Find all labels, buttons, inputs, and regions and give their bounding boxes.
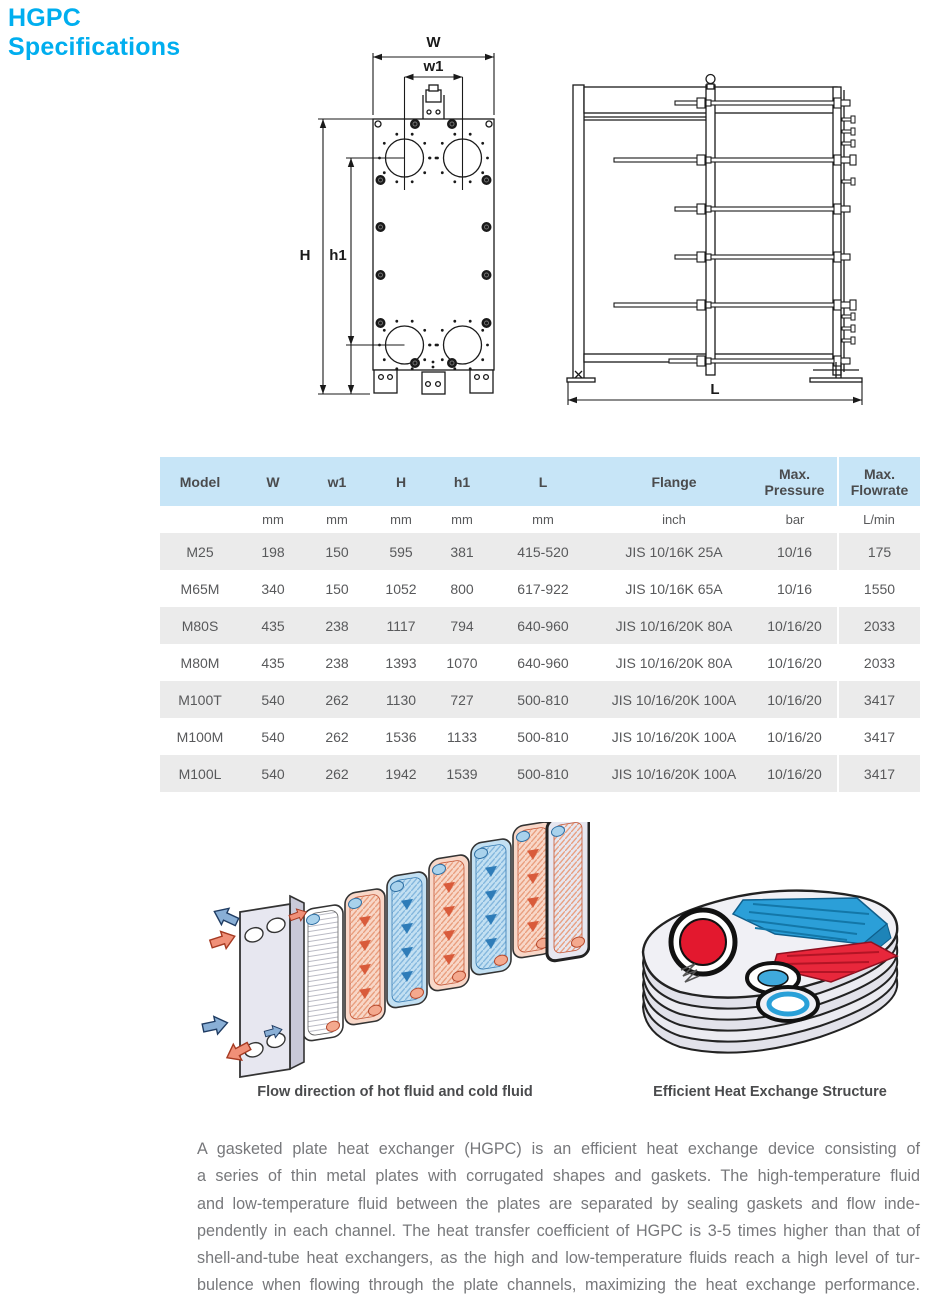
table-row: [160, 718, 920, 755]
table-cell: M100L: [178, 765, 222, 782]
heat-exchange-structure-illustration: [625, 852, 915, 1070]
side-view-diagram: [555, 60, 915, 410]
table-cell: 10/16: [776, 580, 813, 597]
table-cell: 617-922: [517, 580, 569, 597]
dim-label-h1: h1: [329, 247, 347, 264]
unit-cell: bar: [785, 512, 805, 527]
unit-cell: [160, 506, 240, 533]
table-cell: 238: [325, 617, 349, 634]
dim-label-H: H: [299, 247, 311, 264]
table-cell: 1052: [385, 580, 417, 597]
flow-direction-illustration: [195, 822, 590, 1078]
col-header-l: L: [538, 473, 548, 490]
table-cell: 435: [261, 654, 285, 671]
table-cell: 415-520: [517, 543, 569, 560]
description-line: and low-temperature fluid between the plates are separated by sealing gaskets and flow inde-: [197, 1194, 920, 1213]
plate-empty: [303, 904, 343, 1042]
unit-cell: L/min: [863, 512, 895, 527]
plate-cold: [387, 871, 427, 1009]
col-header-max-flowrate: Max. Flowrate: [838, 457, 920, 506]
rear-frame-plate: [547, 822, 589, 962]
description-line: pendently in each channel. The heat transfer coefficient of HGPC is 3-5 times higher than that of: [197, 1221, 920, 1240]
table-cell: 1117: [386, 617, 416, 634]
table-cell: 640-960: [517, 617, 569, 634]
table-cell: JIS 10/16K 25A: [625, 543, 723, 560]
table-cell: 10/16: [776, 543, 813, 560]
table-cell: 262: [325, 728, 349, 745]
table-cell: 10/16/20: [767, 654, 822, 671]
col-header-max-pressure: Max. Pressure: [764, 465, 825, 498]
table-row: [160, 570, 920, 607]
table-header-row: [160, 457, 920, 506]
table-cell: 340: [261, 580, 285, 597]
col-header-h1: h1: [453, 473, 471, 490]
table-cell: M80M: [180, 654, 220, 671]
table-cell: 10/16/20: [767, 691, 822, 708]
table-cell: JIS 10/16K 65A: [625, 580, 723, 597]
table-cell: JIS 10/16/20K 80A: [615, 654, 733, 671]
dim-label-W: W: [426, 34, 441, 51]
table-cell: 150: [325, 580, 349, 597]
spec-table: [160, 457, 920, 792]
description-line: shell-and-tube heat exchangers, as the high and low-temperature fluids reach a high level of tur-: [197, 1249, 920, 1268]
table-cell: 198: [261, 543, 285, 560]
col-header-h: H: [395, 473, 407, 490]
table-cell: M65M: [180, 580, 220, 597]
table-cell: M25: [186, 543, 214, 560]
table-cell: 540: [261, 691, 285, 708]
plate-hot: [429, 854, 469, 992]
table-units-row: [160, 506, 920, 533]
table-cell: JIS 10/16/20K 100A: [611, 765, 737, 782]
page-title: [8, 4, 180, 62]
dim-label-w1: w1: [423, 58, 444, 75]
flow-figure-caption: Flow direction of hot fluid and cold fluid: [257, 1084, 533, 1100]
table-cell: 1536: [385, 728, 417, 745]
hot-port: [671, 910, 735, 974]
table-cell: 1393: [385, 654, 417, 671]
table-cell: M100M: [176, 728, 224, 745]
description-paragraph: [197, 1136, 920, 1300]
side-frame: [573, 75, 844, 382]
dim-label-L: L: [710, 381, 720, 398]
table-cell: 595: [389, 543, 413, 560]
table-cell: 2033: [838, 607, 920, 644]
table-row: [160, 681, 920, 718]
table-cell: 262: [325, 765, 349, 782]
table-cell: 640-960: [517, 654, 569, 671]
table-cell: 1942: [385, 765, 417, 782]
table-cell: 1550: [838, 570, 920, 607]
table-cell: 1070: [446, 654, 478, 671]
side-tie-bolts: [614, 98, 856, 366]
col-header-model: Model: [179, 473, 221, 490]
plate-hot: [345, 888, 385, 1026]
table-row: [160, 607, 920, 644]
col-header-w1: w1: [327, 473, 347, 490]
description-line: a series of thin metal plates with corrugated shapes and gaskets. The high-temperature fluid: [197, 1167, 920, 1186]
table-cell: 175: [838, 533, 920, 570]
table-cell: 794: [450, 617, 474, 634]
table-cell: 262: [325, 691, 349, 708]
table-cell: 1539: [446, 765, 478, 782]
description-line: bulence when flowing through the plate channels, maximizing the heat exchange performance.: [197, 1276, 920, 1295]
unit-cell: mm: [390, 512, 412, 527]
table-cell: 238: [325, 654, 349, 671]
table-cell: 3417: [838, 718, 920, 755]
table-cell: 540: [261, 765, 285, 782]
structure-figure-caption: Efficient Heat Exchange Structure: [653, 1084, 887, 1100]
table-cell: 3417: [838, 681, 920, 718]
table-cell: 150: [325, 543, 349, 560]
table-cell: 435: [261, 617, 285, 634]
description-line: A gasketed plate heat exchanger (HGPC) is an efficient heat exchange device consisting of: [197, 1140, 920, 1158]
table-row: [160, 533, 920, 570]
table-cell: JIS 10/16/20K 100A: [611, 728, 737, 745]
table-cell: 727: [450, 691, 474, 708]
col-header-flange: Flange: [651, 473, 697, 490]
plate-cold: [471, 838, 511, 976]
table-cell: 3417: [838, 755, 920, 792]
table-cell: 10/16/20: [767, 617, 822, 634]
page-title-line2: Specifications: [8, 33, 181, 61]
page-title-line1: HGPC: [8, 4, 82, 32]
table-row: [160, 644, 920, 681]
table-cell: 500-810: [517, 765, 569, 782]
unit-cell: inch: [662, 512, 686, 527]
unit-cell: mm: [532, 512, 554, 527]
spec-table-container: [160, 457, 920, 792]
table-cell: 540: [261, 728, 285, 745]
table-cell: M80S: [181, 617, 219, 634]
table-cell: 1133: [446, 728, 478, 745]
table-cell: 800: [450, 580, 474, 597]
front-view-diagram: [290, 20, 570, 410]
table-cell: 1130: [385, 691, 417, 708]
table-cell: M100T: [178, 691, 222, 708]
cold-out-arrow-icon: [211, 903, 241, 930]
unit-cell: mm: [326, 512, 348, 527]
table-cell: 381: [450, 543, 474, 560]
table-cell: JIS 10/16/20K 80A: [615, 617, 733, 634]
cold-in-arrow-icon: [201, 1014, 229, 1037]
table-cell: 2033: [838, 644, 920, 681]
table-cell: 10/16/20: [767, 728, 822, 745]
table-cell: 500-810: [517, 728, 569, 745]
col-header-w: W: [266, 473, 280, 490]
table-cell: JIS 10/16/20K 100A: [611, 691, 737, 708]
table-cell: 500-810: [517, 691, 569, 708]
unit-cell: mm: [451, 512, 473, 527]
unit-cell: mm: [262, 512, 284, 527]
table-cell: 10/16/20: [767, 765, 822, 782]
hot-in-arrow-icon: [208, 928, 237, 953]
table-row: [160, 755, 920, 792]
